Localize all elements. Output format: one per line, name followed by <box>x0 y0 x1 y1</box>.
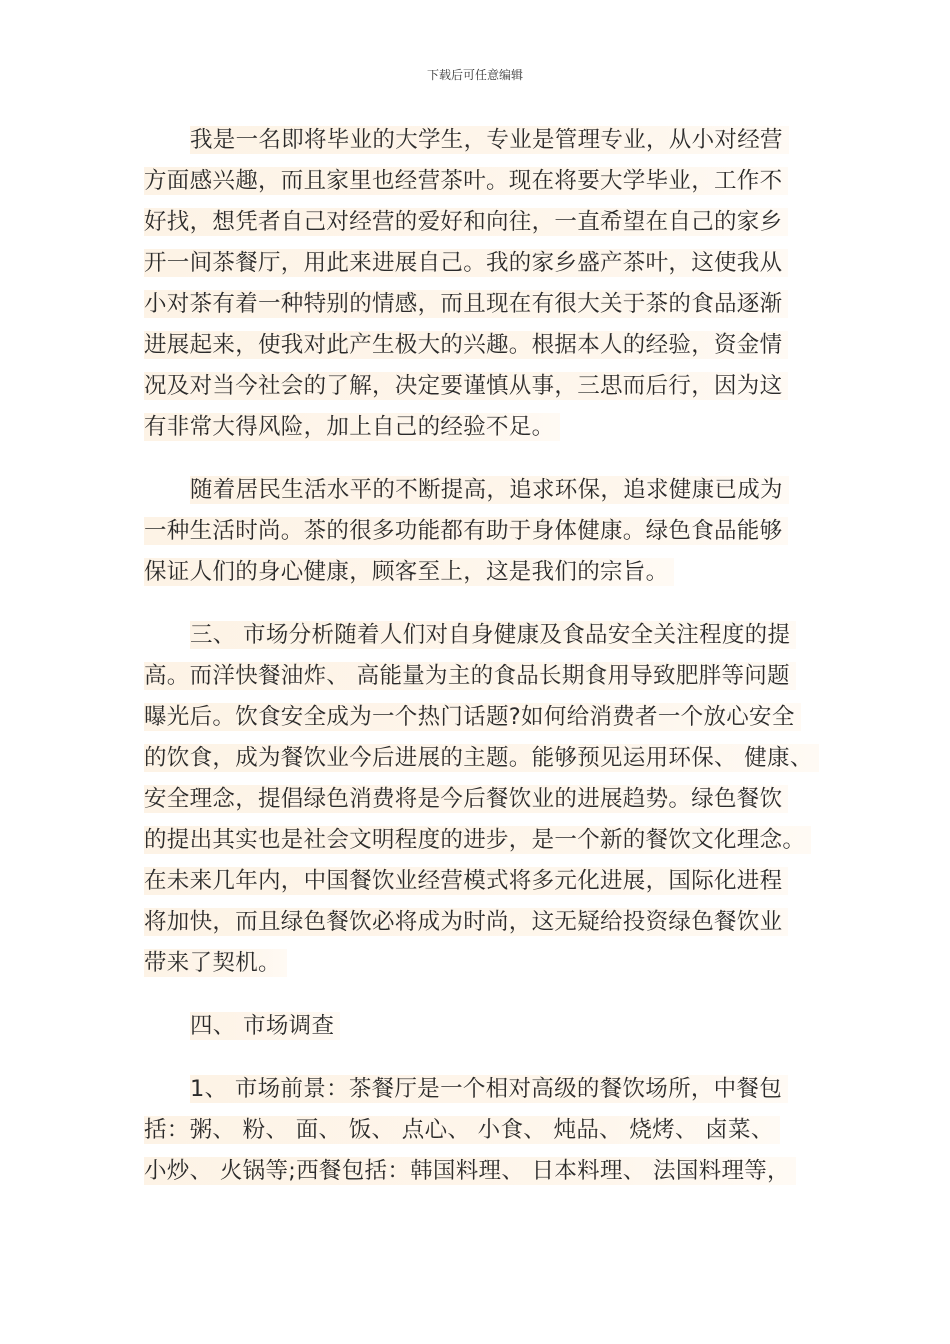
text-line: 高。而洋快餐油炸、 高能量为主的食品长期食用导致肥胖等问题 <box>144 656 824 697</box>
text-line: 随着居民生活水平的不断提高，追求环保，追求健康已成为 <box>144 470 824 511</box>
text-line: 安全理念，提倡绿色消费将是今后餐饮业的进展趋势。绿色餐饮 <box>144 779 824 820</box>
document-body <box>144 120 824 1192</box>
text-line: 进展起来，使我对此产生极大的兴趣。根据本人的经验，资金情 <box>144 325 824 366</box>
text-line: 四、 市场调查 <box>144 1006 824 1047</box>
text-line: 一种生活时尚。茶的很多功能都有助于身体健康。绿色食品能够 <box>144 511 824 552</box>
text-line: 在未来几年内，中国餐饮业经营模式将多元化进展，国际化进程 <box>144 861 824 902</box>
section-heading-market-survey <box>144 1006 824 1047</box>
text-line: 方面感兴趣，而且家里也经营茶叶。现在将要大学毕业，工作不 <box>144 161 824 202</box>
text-line: 有非常大得风险，加上自己的经验不足。 <box>144 407 824 448</box>
text-line: 三、 市场分析随着人们对自身健康及食品安全关注程度的提 <box>144 615 824 656</box>
paragraph-intro <box>144 120 824 448</box>
text-line: 开一间茶餐厅，用此来进展自己。我的家乡盛产茶叶，这使我从 <box>144 243 824 284</box>
text-line: 我是一名即将毕业的大学生，专业是管理专业，从小对经营 <box>144 120 824 161</box>
text-line: 的饮食，成为餐饮业今后进展的主题。能够预见运用环保、 健康、 <box>144 738 824 779</box>
text-line: 保证人们的身心健康，顾客至上，这是我们的宗旨。 <box>144 552 824 593</box>
paragraph-market-analysis <box>144 615 824 984</box>
text-line: 带来了契机。 <box>144 943 824 984</box>
paragraph-health <box>144 470 824 593</box>
text-line: 曝光后。饮食安全成为一个热门话题?如何给消费者一个放心安全 <box>144 697 824 738</box>
page-header: 下载后可任意编辑 <box>426 68 523 82</box>
text-line: 小炒、 火锅等;西餐包括：韩国料理、 日本料理、 法国料理等， <box>144 1151 824 1192</box>
text-line: 的提出其实也是社会文明程度的进步，是一个新的餐饮文化理念。 <box>144 820 824 861</box>
text-line: 将加快，而且绿色餐饮必将成为时尚，这无疑给投资绿色餐饮业 <box>144 902 824 943</box>
text-line: 况及对当今社会的了解，决定要谨慎从事，三思而后行，因为这 <box>144 366 824 407</box>
text-line: 好找，想凭者自己对经营的爱好和向往，一直希望在自己的家乡 <box>144 202 824 243</box>
text-line: 1、 市场前景：茶餐厅是一个相对高级的餐饮场所，中餐包 <box>144 1069 824 1110</box>
text-line: 括：粥、 粉、 面、 饭、 点心、 小食、 炖品、 烧烤、 卤菜、 <box>144 1110 824 1151</box>
text-line: 小对茶有着一种特别的情感，而且现在有很大关于茶的食品逐渐 <box>144 284 824 325</box>
paragraph-market-outlook <box>144 1069 824 1192</box>
